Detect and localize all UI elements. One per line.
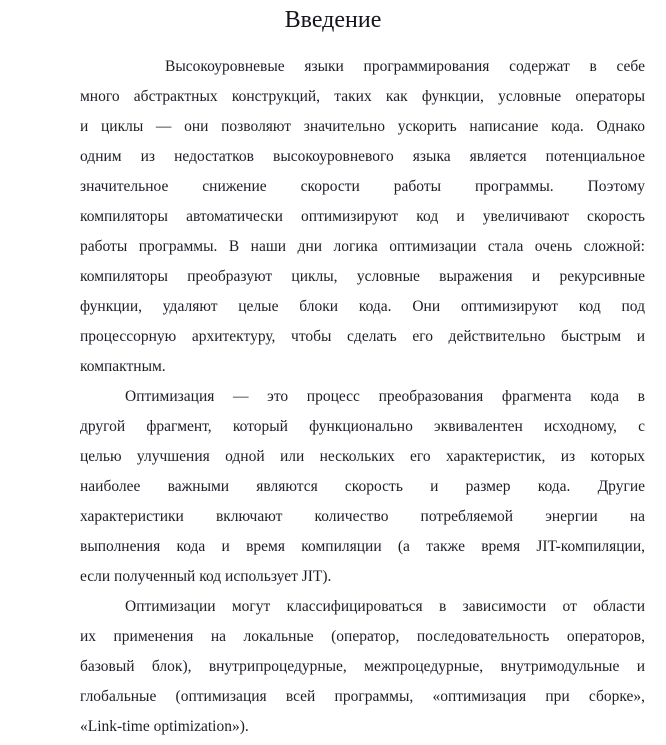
- text-line: Высокоуровневые языки программирования содержат в себе: [165, 58, 645, 75]
- text-line: их применения на локальные (оператор, последовательность операторов,: [80, 628, 645, 645]
- text-line: выполнения кода и время компиляции (а также время JIT-компиляции,: [80, 538, 645, 555]
- text-line: значительное снижение скорости работы программы. Поэтому: [80, 178, 645, 195]
- text-line: компиляторы автоматически оптимизируют код и увеличивают скорость: [80, 208, 645, 225]
- text-line: много абстрактных конструкций, таких как функции, условные операторы: [80, 88, 645, 105]
- paragraph: [80, 592, 645, 742]
- text-line: Оптимизация — это процесс преобразования фрагмента кода в: [125, 388, 645, 405]
- text-line: наиболее важными являются скорость и размер кода. Другие: [80, 478, 645, 495]
- text-line: одним из недостатков высокоуровневого языка является потенциальное: [80, 148, 645, 165]
- text-line: работы программы. В наши дни логика оптимизации стала очень сложной:: [80, 238, 645, 255]
- text-line: и циклы — они позволяют значительно ускорить написание кода. Однако: [80, 118, 645, 135]
- text-line: другой фрагмент, который функционально эквивалентен исходному, с: [80, 418, 645, 435]
- text-line: целью улучшения одной или нескольких его характеристик, из которых: [80, 448, 645, 465]
- text-line: базовый блок), внутрипроцедурные, межпроцедурные, внутримодульные и: [80, 658, 645, 675]
- text-line: процессорную архитектуру, чтобы сделать его действительно быстрым и: [80, 328, 645, 345]
- text-line: компиляторы преобразуют циклы, условные выражения и рекурсивные: [80, 268, 645, 285]
- text-line: глобальные (оптимизация всей программы, «оптимизация при сборке»,: [80, 688, 645, 705]
- paragraph: [80, 382, 645, 592]
- text-line: характеристики включают количество потребляемой энергии на: [80, 508, 645, 525]
- text-line: Оптимизации могут классифицироваться в зависимости от области: [125, 598, 645, 615]
- page-title: Введение: [284, 7, 382, 33]
- text-line: компактным.: [80, 358, 166, 375]
- document-body: [80, 52, 645, 742]
- text-line: «Link-time optimization»).: [80, 718, 249, 735]
- text-line: если полученный код использует JIT).: [80, 568, 332, 585]
- paragraph: [80, 52, 645, 382]
- text-line: функции, удаляют целые блоки кода. Они оптимизируют код под: [80, 298, 645, 315]
